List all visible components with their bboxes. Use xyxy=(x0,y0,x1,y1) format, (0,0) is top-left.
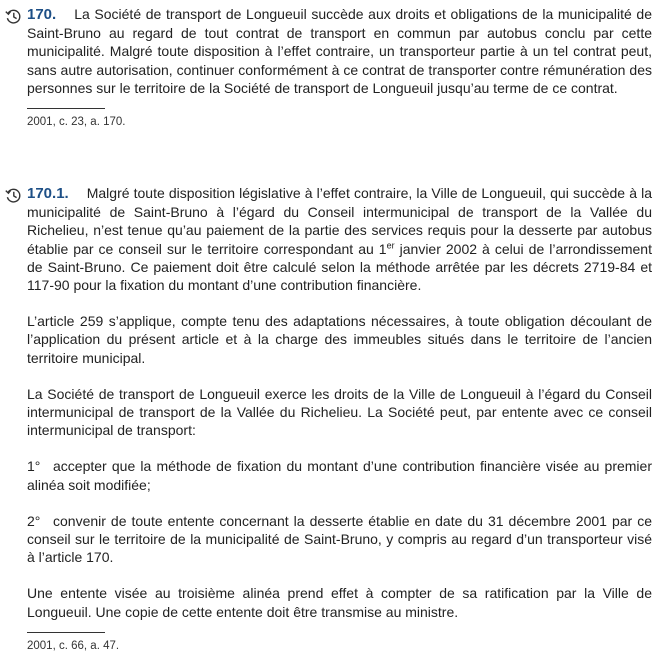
list-item-text: accepter que la méthode de fixation du montant d’une contribution financière visée au premier alinéa soit modifiée; xyxy=(27,458,652,493)
paragraph-1-text-start: Malgré toute disposition législative à l’effet contraire, la Ville de Longueuil, qui succède à la municipalité de Saint-Bruno à l’égard du Conseil intermunicipal de transport de la Vallée du Richelieu, n’est tenue qu’au paiement de la partie des services requis pour la desserte par autobus établie par ce conseil sur le territoire correspondant au 1 xyxy=(27,185,652,257)
ordinal-superscript: er xyxy=(386,239,395,250)
article-170-text: La Société de transport de Longueuil succède aux droits et obligations de la municipalité de Saint-Bruno au regard de tout contrat de transport en commun par autobus conclu par cette municipalité. Malgré toute disposition à l’effet contraire, un transporteur partie à un tel contrat peut, sans autre autorisation, continuer conformément à ce contrat de transporter contre rémunération des personnes sur le territoire de la Société de transport de Longueuil jusqu’au terme de ce contrat. xyxy=(27,6,652,96)
article-number[interactable]: 170. xyxy=(27,6,57,23)
article-170-paragraph xyxy=(27,5,652,97)
list-item-2 xyxy=(27,512,652,567)
source-note: 2001, c. 66, a. 47. xyxy=(27,639,120,652)
article-170 xyxy=(0,5,664,128)
paragraph-1-text-end: janvier 2002 à celui de l’arrondissement de Saint-Bruno. Ce paiement doit être calculé selon la méthode arrêtée par les décrets 2719-84 et 117-90 pour la fixation du montant d’une contribution financière. xyxy=(27,240,652,294)
article-170-1 xyxy=(0,184,664,652)
source-divider xyxy=(27,632,105,633)
article-170-1-paragraph-2: L’article 259 s’applique, compte tenu des adaptations nécessaires, à toute obligation découlant de l’application du présent article et à la charge des immeubles situés dans le territoire de l’ancien territoire municipal. xyxy=(27,313,652,366)
list-item-1 xyxy=(27,457,652,493)
list-item-text: convenir de toute entente concernant la desserte établie en date du 31 décembre 2001 par ce conseil sur le territoire de la municipalité de Saint-Bruno, y compris au regard d’un transporteur visé à l’article 170. xyxy=(27,512,652,566)
list-item-number: 1° xyxy=(27,458,41,475)
history-clock-icon[interactable] xyxy=(5,8,22,25)
list-item-number: 2° xyxy=(27,512,41,529)
article-170-1-paragraph-4: Une entente visée au troisième alinéa prend effet à compter de sa ratification par la Ville de Longueuil. Une copie de cette entente doit être transmise au ministre. xyxy=(27,585,652,620)
article-number[interactable]: 170.1. xyxy=(27,185,69,202)
article-170-1-paragraph-3: La Société de transport de Longueuil exerce les droits de la Ville de Longueuil à l’égard du Conseil intermunicipal de transport de la Vallée du Richelieu. La Société peut, par entente avec ce conseil intermunicipal de transport: xyxy=(27,385,652,439)
history-clock-icon[interactable] xyxy=(5,187,22,204)
article-170-1-paragraph-1 xyxy=(27,184,652,294)
source-note: 2001, c. 23, a. 170. xyxy=(27,116,126,129)
source-divider xyxy=(27,108,105,109)
